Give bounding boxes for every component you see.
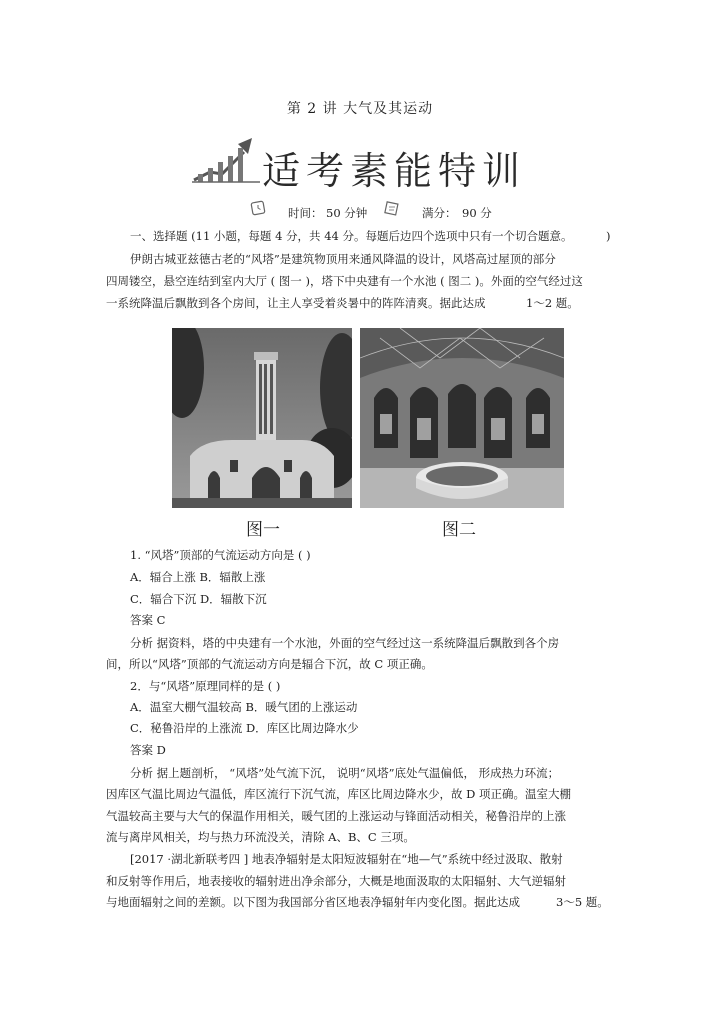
q2-analysis-line1: 分析 据上题剖析， “风塔”处气流下沉， 说明“风塔”底处气温偏低， 形成热力环流； xyxy=(130,766,560,780)
passage2-line3a: 与地面辐射之间的差额。以下图为我国部分省区地表净辐射年内变化图。据此达成 xyxy=(106,895,520,909)
passage1-line2: 四周镂空，悬空连结到室内大厅 ( 图一 )，塔下中央建有一个水池 ( 图二 )。外面的空气经过这 xyxy=(106,274,583,288)
section-heading-end: ) xyxy=(606,229,611,243)
q1-options-ab: A．辐合上涨 B．辐散上涨 xyxy=(130,570,266,584)
lecture-title: 第 2 讲 大气及其运动 xyxy=(286,101,434,117)
q2-stem: 2．与“风塔”原理同样的是 ( ) xyxy=(130,679,281,693)
passage2-line3b: 3～5 题。 xyxy=(556,895,609,909)
time-value: 50 分钟 xyxy=(326,206,368,220)
q2-analysis-line4: 流与离岸风相关，均与热力环流没关，清除 A、B、C 三项。 xyxy=(106,830,415,844)
q1-answer: 答案 C xyxy=(130,613,166,627)
section-heading: 一、选择题 (11 小题，每题 4 分，共 44 分。每题后边四个选项中只有一个切合题意。 xyxy=(130,229,573,243)
passage2-line1: [2017 ·湖北新联考四 ] 地表净辐射是太阳短波辐射在“地—气”系统中经过汲取、散射 xyxy=(130,852,563,866)
figure-1-caption: 图一 xyxy=(246,520,280,540)
figure-2-interior-fountain-photo xyxy=(360,328,564,508)
passage1-line3b: 1～2 题。 xyxy=(526,296,579,310)
q1-analysis-line2: 间，所以“风塔”顶部的气流运动方向是辐合下沉，故 C 项正确。 xyxy=(106,657,433,671)
passage1-line1: 伊朗古城亚兹德古老的“风塔”是建筑物顶用来通风降温的设计，风塔高过屋顶的部分 xyxy=(130,252,556,266)
q1-analysis-line1: 分析 据资料，塔的中央建有一个水池，外面的空气经过这一系统降温后飘散到各个房 xyxy=(130,636,560,650)
q2-answer: 答案 D xyxy=(130,743,166,757)
score-label: 满分： xyxy=(422,206,457,220)
q2-options-ab: A．温室大棚气温较高 B．暖气团的上涨运动 xyxy=(130,700,358,714)
q1-stem: 1. “风塔”顶部的气流运动方向是 ( ) xyxy=(130,548,311,562)
figure-2-caption: 图二 xyxy=(442,520,476,540)
q1-options-cd: C．辐合下沉 D．辐散下沉 xyxy=(130,592,267,606)
q2-options-cd: C．秘鲁沿岸的上涨流 D．库区比周边降水少 xyxy=(130,721,359,735)
q2-analysis-line3: 气温较高主要与大气的保温作用相关，暖气团的上涨运动与锋面活动相关，秘鲁沿岸的上涨 xyxy=(106,809,566,823)
score-value: 90 分 xyxy=(462,206,492,220)
passage2-line2: 和反射等作用后，地表接收的辐射进出净余部分，大概是地面汲取的太阳辐射、大气逆辐射 xyxy=(106,874,566,888)
q2-analysis-line2: 因库区气温比周边气温低，库区流行下沉气流，库区比周边降水少，故 D 项正确。温室大棚 xyxy=(106,787,572,801)
passage1-line3a: 一系统降温后飘散到各个房间，让主人享受着炎暑中的阵阵清爽。据此达成 xyxy=(106,296,486,310)
growth-arrow-icon xyxy=(192,128,262,186)
figure-1-wind-tower-photo xyxy=(172,328,352,508)
banner-title: 适考素能特训 xyxy=(262,149,527,193)
time-label: 时间： xyxy=(288,206,323,220)
clock-icon xyxy=(250,200,266,216)
pencil-paper-icon xyxy=(384,200,400,216)
